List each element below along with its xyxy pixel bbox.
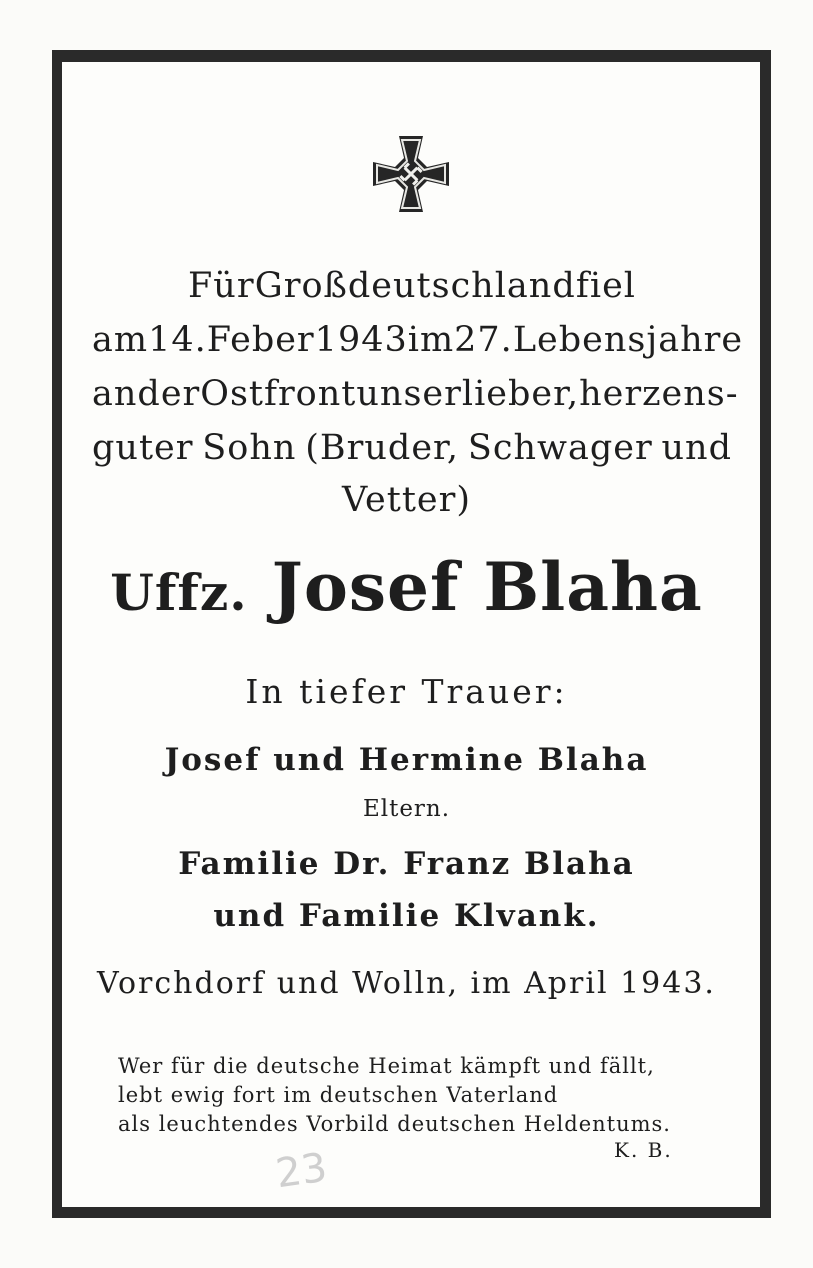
announcement-line-1 bbox=[188, 266, 636, 306]
word: im bbox=[407, 320, 455, 360]
word: unser bbox=[356, 374, 462, 414]
word: 14. bbox=[148, 320, 207, 360]
announcement-line-2 bbox=[92, 320, 744, 360]
word: und bbox=[661, 428, 732, 468]
announcement-line-4 bbox=[92, 428, 732, 468]
deceased-name-heading bbox=[0, 548, 813, 626]
word: Lebensjahre bbox=[512, 320, 744, 360]
word: an bbox=[92, 374, 138, 414]
word: Ostfront bbox=[200, 374, 357, 414]
announcement-line-3 bbox=[92, 374, 739, 414]
word: Schwager bbox=[467, 428, 653, 468]
deceased-rank: Uffz. bbox=[110, 563, 248, 622]
family-line-2: und Familie Klvank. bbox=[213, 898, 600, 934]
memorial-card-frame bbox=[52, 50, 771, 1218]
word: Großdeutschland bbox=[254, 266, 576, 306]
word: fiel bbox=[575, 266, 636, 306]
deceased-name: Josef Blaha bbox=[271, 548, 703, 626]
motto-line-2: lebt ewig fort im deutschen Vaterland bbox=[118, 1083, 559, 1107]
word: am bbox=[92, 320, 149, 360]
word: Sohn bbox=[202, 428, 297, 468]
word: Für bbox=[188, 266, 255, 306]
parents-role: Eltern. bbox=[362, 796, 451, 822]
word: lieber, bbox=[461, 374, 580, 414]
mourning-heading: In tiefer Trauer: bbox=[245, 672, 568, 711]
word: herzens- bbox=[579, 374, 739, 414]
motto-initials: K. B. bbox=[614, 1138, 673, 1162]
announcement-line-5: Vetter) bbox=[341, 480, 471, 520]
place-and-date: Vorchdorf und Wolln, im April 1943. bbox=[97, 966, 716, 1001]
motto-line-3: als leuchtendes Vorbild deutschen Heldentums. bbox=[118, 1112, 671, 1136]
word: der bbox=[137, 374, 201, 414]
family-line-1: Familie Dr. Franz Blaha bbox=[178, 846, 635, 882]
word: 1943 bbox=[314, 320, 408, 360]
word: guter bbox=[92, 428, 194, 468]
word: 27. bbox=[454, 320, 513, 360]
word: Feber bbox=[206, 320, 315, 360]
parents-names: Josef und Hermine Blaha bbox=[164, 742, 649, 778]
handwritten-pencil-number: 23 bbox=[273, 1144, 330, 1198]
iron-cross-icon bbox=[371, 134, 451, 214]
motto-line-1: Wer für die deutsche Heimat kämpft und fällt, bbox=[118, 1054, 655, 1078]
word: (Bruder, bbox=[305, 428, 460, 468]
